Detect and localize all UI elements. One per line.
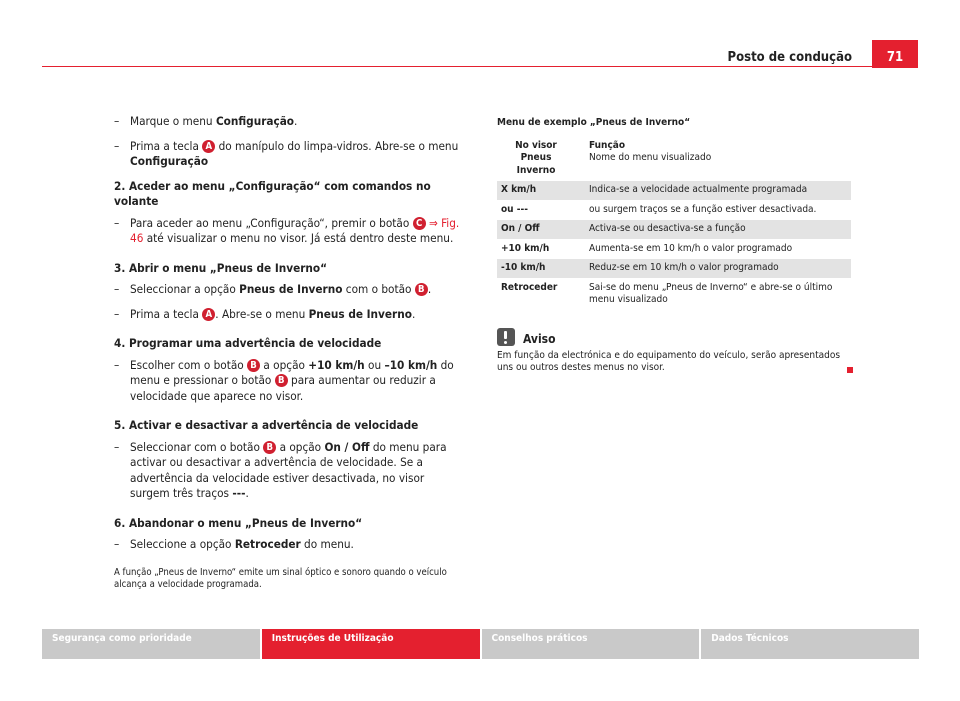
table-caption: Menu de exemplo „Pneus de Inverno“ (497, 117, 691, 128)
table-header-cell: Função Nome do menu visualizado (589, 139, 712, 163)
table-cell: On / Off (497, 220, 575, 240)
notice-box (497, 328, 853, 375)
step-heading: 2. Aceder ao menu „Configuração“ com comandos no volante (114, 178, 431, 208)
notice-text: Em função da electrónica e do equipamento do veículo, serão apresentados uns ou outros destes menus no visor. (497, 349, 841, 373)
table-cell: +10 km/h (497, 239, 575, 259)
notice-title: Aviso (523, 332, 556, 346)
table-cell: ou surgem traços se a função estiver desactivada. (575, 200, 851, 220)
right-column (497, 117, 853, 375)
step-heading: 5. Activar e desactivar a advertência de velocidade (114, 418, 419, 432)
list-item: – Escolher com o botão B a opção +10 km/h ou –10 km/h do menu e pressionar o botão B para aumentar ou reduzir a velocidade que aparece no visor. (114, 357, 454, 403)
left-column (114, 114, 466, 591)
table-cell: Sai-se do menu „Pneus de Inverno“ e abre-se o último menu visualizado (575, 278, 851, 310)
table-cell: -10 km/h (497, 259, 575, 279)
table-cell: Indica-se a velocidade actualmente programada (575, 181, 851, 201)
key-b-icon: B (415, 283, 428, 296)
list-item: – Marque o menu Configuração. (114, 114, 298, 128)
list-item: – Prima a tecla A do manípulo do limpa-vidros. Abre-se o menu Configuração (114, 138, 459, 168)
section-end-icon (847, 367, 853, 373)
table-row (497, 278, 851, 310)
table-row (497, 259, 851, 279)
menu-table (497, 137, 851, 310)
list-item: – Seleccione a opção Retroceder do menu. (114, 537, 354, 551)
table-row (497, 181, 851, 201)
list-item: – Prima a tecla A . Abre-se o menu Pneus de Inverno. (114, 306, 416, 321)
key-c-icon: C (413, 217, 426, 230)
key-a-icon: A (202, 140, 215, 153)
footer-tab-instrucoes[interactable]: Instruções de Utilização (262, 629, 480, 659)
key-a-icon: A (202, 308, 215, 321)
table-cell: Reduz-se em 10 km/h o valor programado (575, 259, 851, 279)
header-rule (42, 66, 872, 67)
info-icon (497, 328, 515, 346)
list-item: – Seleccionar com o botão B a opção On / Off do menu para activar ou desactivar a advertência de velocidade. Se a advertência da velocidade estiver desactivada, no visor surgem três traços ---. (114, 439, 447, 500)
footnote: A função „Pneus de Inverno“ emite um sinal óptico e sonoro quando o veículo alcança a velocidade programada. (114, 566, 447, 590)
figure-link[interactable]: ⇒ Fig. 46 (130, 215, 460, 245)
step-heading: 6. Abandonar o menu „Pneus de Inverno“ (114, 515, 363, 530)
table-row (497, 200, 851, 220)
list-item: – Para aceder ao menu „Configuração“, premir o botão C ⇒ Fig. 46 até visualizar o menu no visor. Já está dentro deste menu. (114, 215, 460, 245)
table-row (497, 239, 851, 259)
step-heading: 3. Abrir o menu „Pneus de Inverno“ (114, 260, 328, 275)
footer-nav (42, 629, 919, 659)
key-b-icon: B (247, 359, 260, 372)
section-title: Posto de condução (727, 50, 852, 65)
table-cell: Activa-se ou desactiva-se a função (575, 220, 851, 240)
table-row (497, 220, 851, 240)
list-item: – Seleccionar a opção Pneus de Inverno com o botão B . (114, 282, 432, 296)
step-heading: 4. Programar uma advertência de velocidade (114, 336, 382, 350)
table-cell: Retroceder (497, 278, 575, 310)
key-b-icon: B (263, 441, 276, 454)
footer-tab-dados[interactable]: Dados Técnicos (701, 629, 919, 659)
footer-tab-seguranca[interactable]: Segurança como prioridade (42, 629, 260, 659)
table-cell: ou --- (497, 200, 575, 220)
table-cell: X km/h (497, 181, 575, 201)
table-header-row (497, 137, 851, 181)
table-cell: Aumenta-se em 10 km/h o valor programado (575, 239, 851, 259)
footer-tab-conselhos[interactable]: Conselhos práticos (482, 629, 700, 659)
page-number: 71 (872, 40, 918, 68)
table-header-cell: No visor Pneus Inverno (515, 139, 557, 176)
key-b-icon: B (275, 374, 288, 387)
